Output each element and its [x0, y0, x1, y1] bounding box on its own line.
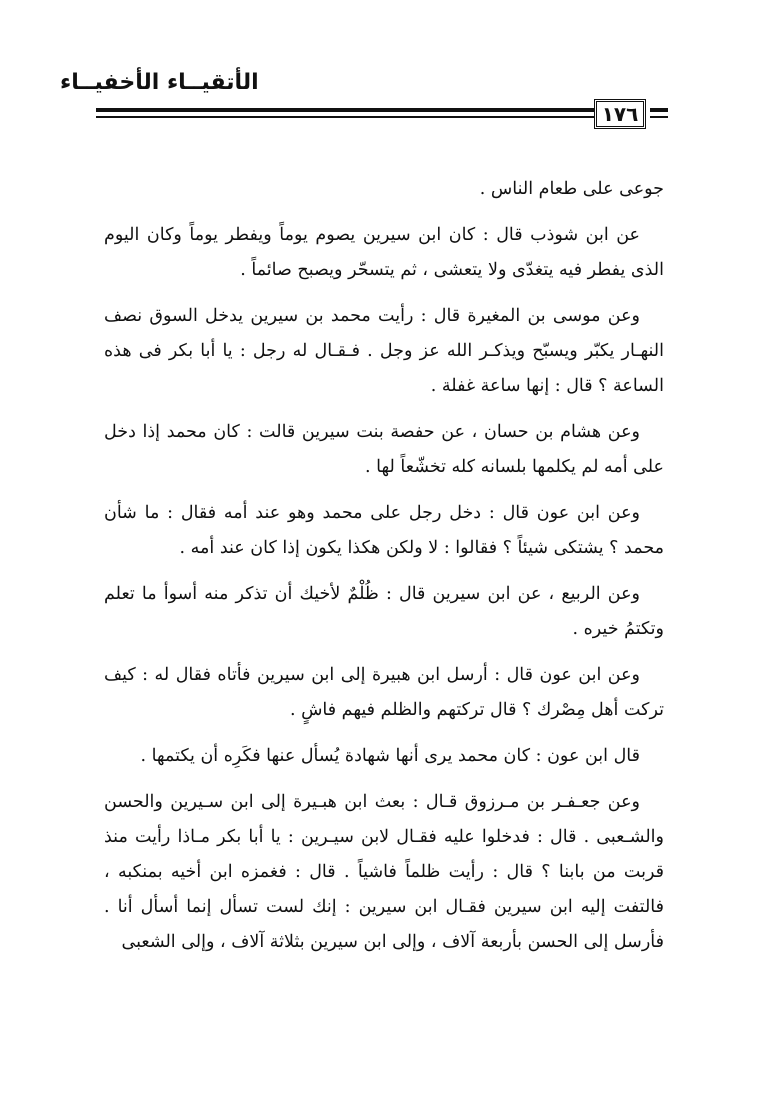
paragraph: عن ابن شوذب قال : كان ابن سيرين يصوم يوماً ويفطر يوماً وكان اليوم الذى يفطر فيه يتغدّى ولا يتعشى ، ثم يتسحّر ويصبح صائماً . — [104, 225, 664, 280]
paragraph: جوعى على طعام الناس . — [479, 179, 664, 199]
body-text — [104, 172, 664, 971]
paragraph: وعن هشام بن حسان ، عن حفصة بنت سيرين قالت : كان محمد إذا دخل على أمه لم يكلمها بلسانه كله تخشّعاً لها . — [104, 422, 664, 477]
paragraph: وعن جعـفـر بن مـرزوق قـال : بعث ابن هبـيرة إلى ابن سـيرين والحسن والشـعبى . قال : فدخلوا عليه فقـال لابن سيـرين : يا أبا بكر مـاذا رأيت منذ قربت من بابنا ؟ قال : رأيت ظلماً فاشياً . قال : فغمزه ابن أخيه بمنكبه ، فالتفت إليه ابن سيرين فقـال ابن سيرين : إنك لست تسأل إنما أسأل أنا . فأرسل إلى الحسن بأربعة آلاف ، وإلى ابن سيرين بثلاثة آلاف ، وإلى الشعبى — [104, 792, 664, 952]
paragraph: قال ابن عون : كان محمد يرى أنها شهادة يُسأل عنها فكَرِه أن يكتمها . — [140, 746, 640, 766]
header-rule-right-thick — [650, 108, 668, 112]
header-rule-right-thin — [650, 116, 668, 118]
header-rule-thick — [96, 108, 596, 112]
paragraph: وعن الربيع ، عن ابن سيرين قال : ظُلْمٌ لأخيك أن تذكر منه أسوأ ما تعلم وتكتمُ خيره . — [104, 584, 664, 639]
header-rule-thin — [96, 116, 596, 118]
paragraph: وعن ابن عون قال : دخل رجل على محمد وهو عند أمه فقال : ما شأن محمد ؟ يشتكى شيئاً ؟ فقالوا : لا ولكن هكذا يكون إذا كان عند أمه . — [104, 503, 664, 558]
running-title: الأتقيــاء الأخفيــاء — [60, 70, 259, 95]
paragraph: وعن ابن عون قال : أرسل ابن هبيرة إلى ابن سيرين فأتاه فقال له : كيف تركت أهل مِصْرك ؟ قال تركتهم والظلم فيهم فاشٍ . — [104, 665, 664, 720]
paragraph: وعن موسى بن المغيرة قال : رأيت محمد بن سيرين يدخل السوق نصف النهـار يكبّر ويسبّح ويذكـر الله عز وجل . فـقـال له رجل : يا أبا بكر فى هذه الساعة ؟ قال : إنها ساعة غفلة . — [104, 306, 664, 396]
page-number: ١٧٦ — [594, 99, 646, 129]
